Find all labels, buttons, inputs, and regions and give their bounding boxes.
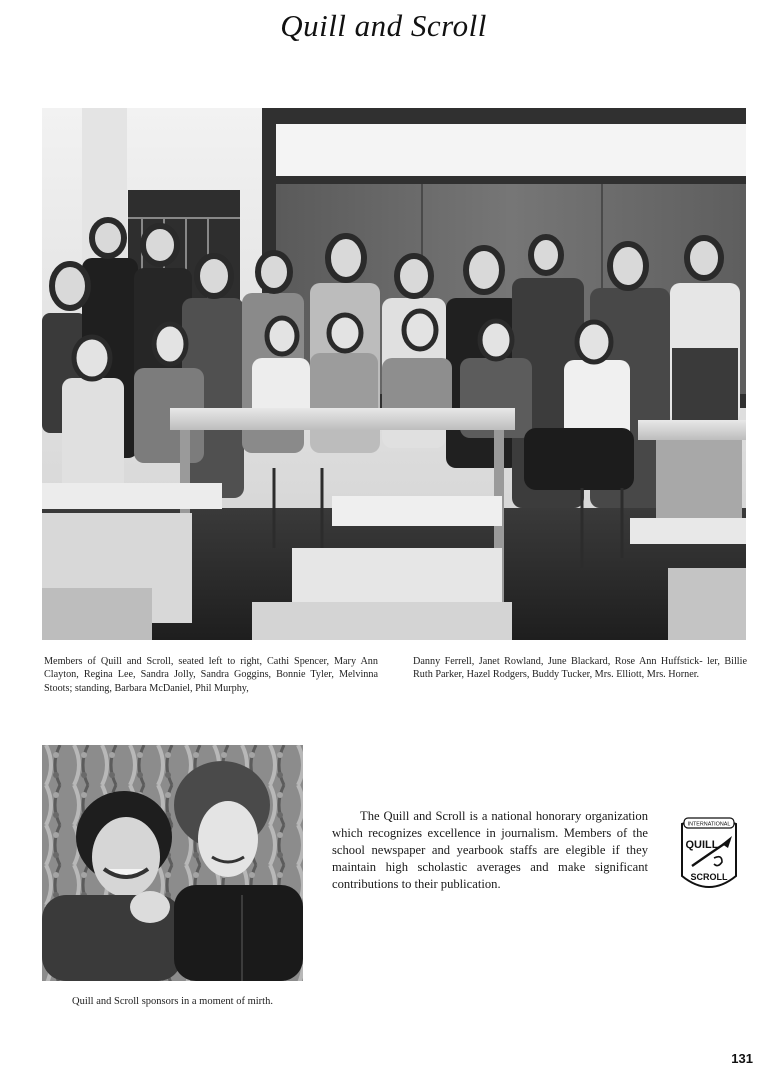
group-photo-caption-right: Danny Ferrell, Janet Rowland, June Blackard, Rose Ann Huffstick- ler, Billie Ruth Parker, Hazel Rodgers, Buddy Tucker, Mrs. Elliott, Mrs. Horner. — [413, 656, 747, 681]
sponsor-photo-image — [42, 745, 303, 981]
page-title: Quill and Scroll — [280, 8, 487, 43]
emblem-word-quill: QUILL — [685, 839, 719, 851]
sponsor-photo-caption: Quill and Scroll sponsors in a moment of mirth. — [72, 996, 273, 1007]
emblem-top-text: INTERNATIONAL — [687, 821, 731, 828]
group-photo-image — [42, 108, 746, 640]
page-number: 131 — [731, 1051, 753, 1066]
article-body: The Quill and Scroll is a national honorary organization which recognizes excellence in journalism. Members of the school newspaper and yearbook staffs are elegible if they maintain high scholastic averages and make significant contributions to their publication. — [332, 809, 648, 891]
emblem-word-scroll: SCROLL — [690, 872, 728, 882]
group-photo-caption-left: Members of Quill and Scroll, seated left to right, Cathi Spencer, Mary Ann Clayton, Regina Lee, Sandra Jolly, Sandra Goggins, Bonnie Tyler, Melvinna Stoots; standing, Barbara McDaniel, Phil Murphy, — [44, 656, 378, 694]
sponsor-photo — [42, 745, 303, 981]
quill-and-scroll-emblem-icon — [678, 814, 740, 896]
group-photo — [42, 108, 746, 640]
